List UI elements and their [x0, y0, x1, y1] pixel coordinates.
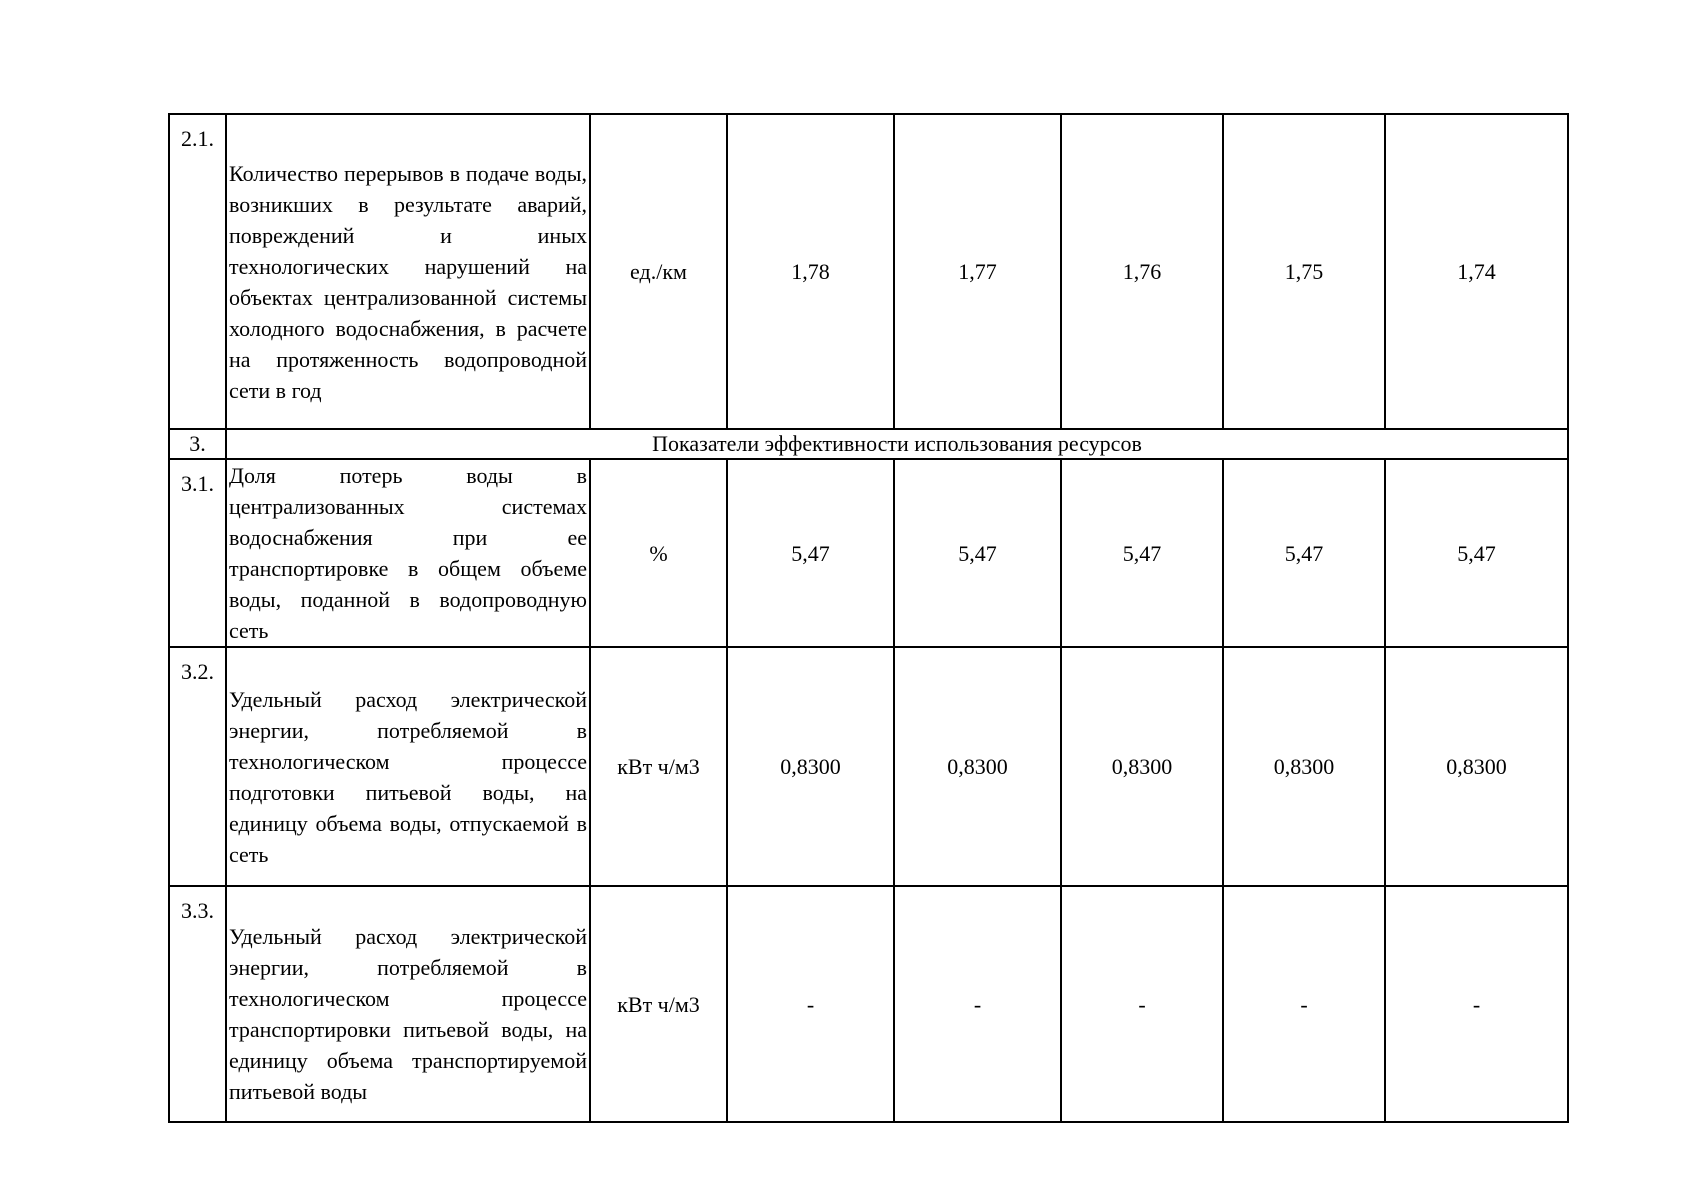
table-section-row-3 [169, 429, 1568, 459]
row-number: 3.3. [169, 886, 226, 1122]
row-unit: % [590, 459, 727, 647]
row-description-text: Количество перерывов в подаче воды, возникших в результате аварий, повреждений и иных технологических нарушений на объектах централизованной системы холодного водоснабжения, в расчете на протяженность водопроводной сети в год [229, 160, 587, 403]
section-title: Показатели эффективности использования ресурсов [226, 429, 1568, 459]
row-description-text: Доля потерь воды в централизованных системах водоснабжения при ее транспортировке в общем объеме воды, поданной в водопроводную сеть [229, 463, 587, 643]
row-value-2: 1,77 [894, 114, 1061, 429]
row-value-2: - [894, 886, 1061, 1122]
row-value-1: 5,47 [727, 459, 894, 647]
row-unit: кВт ч/м3 [590, 647, 727, 886]
row-value-4: 5,47 [1223, 459, 1385, 647]
row-description [226, 459, 590, 647]
row-unit: кВт ч/м3 [590, 886, 727, 1122]
table-row-3-3 [169, 886, 1568, 1122]
indicators-table [168, 113, 1569, 1123]
table-row-2-1 [169, 114, 1568, 429]
row-value-5: 5,47 [1385, 459, 1568, 647]
section-number: 3. [169, 429, 226, 459]
row-value-1: 1,78 [727, 114, 894, 429]
row-value-1: - [727, 886, 894, 1122]
row-value-3: 0,8300 [1061, 647, 1223, 886]
row-description-text: Удельный расход электрической энергии, потребляемой в технологическом процессе подготовки питьевой воды, на единицу объема воды, отпускаемой в сеть [229, 686, 587, 867]
row-value-4: 1,75 [1223, 114, 1385, 429]
row-value-3: 1,76 [1061, 114, 1223, 429]
row-value-2: 5,47 [894, 459, 1061, 647]
row-number: 2.1. [169, 114, 226, 429]
table-row-3-1 [169, 459, 1568, 647]
row-value-3: - [1061, 886, 1223, 1122]
row-value-1: 0,8300 [727, 647, 894, 886]
row-description-text: Удельный расход электрической энергии, потребляемой в технологическом процессе транспортировки питьевой воды, на единицу объема транспортируемой питьевой воды [229, 924, 587, 1104]
row-value-5: - [1385, 886, 1568, 1122]
row-value-4: 0,8300 [1223, 647, 1385, 886]
row-description [226, 647, 590, 886]
table-row-3-2 [169, 647, 1568, 886]
row-number: 3.2. [169, 647, 226, 886]
row-value-3: 5,47 [1061, 459, 1223, 647]
row-value-5: 0,8300 [1385, 647, 1568, 886]
row-value-4: - [1223, 886, 1385, 1122]
row-unit: ед./км [590, 114, 727, 429]
row-value-2: 0,8300 [894, 647, 1061, 886]
row-description [226, 114, 590, 429]
row-value-5: 1,74 [1385, 114, 1568, 429]
row-number: 3.1. [169, 459, 226, 647]
row-description [226, 886, 590, 1122]
